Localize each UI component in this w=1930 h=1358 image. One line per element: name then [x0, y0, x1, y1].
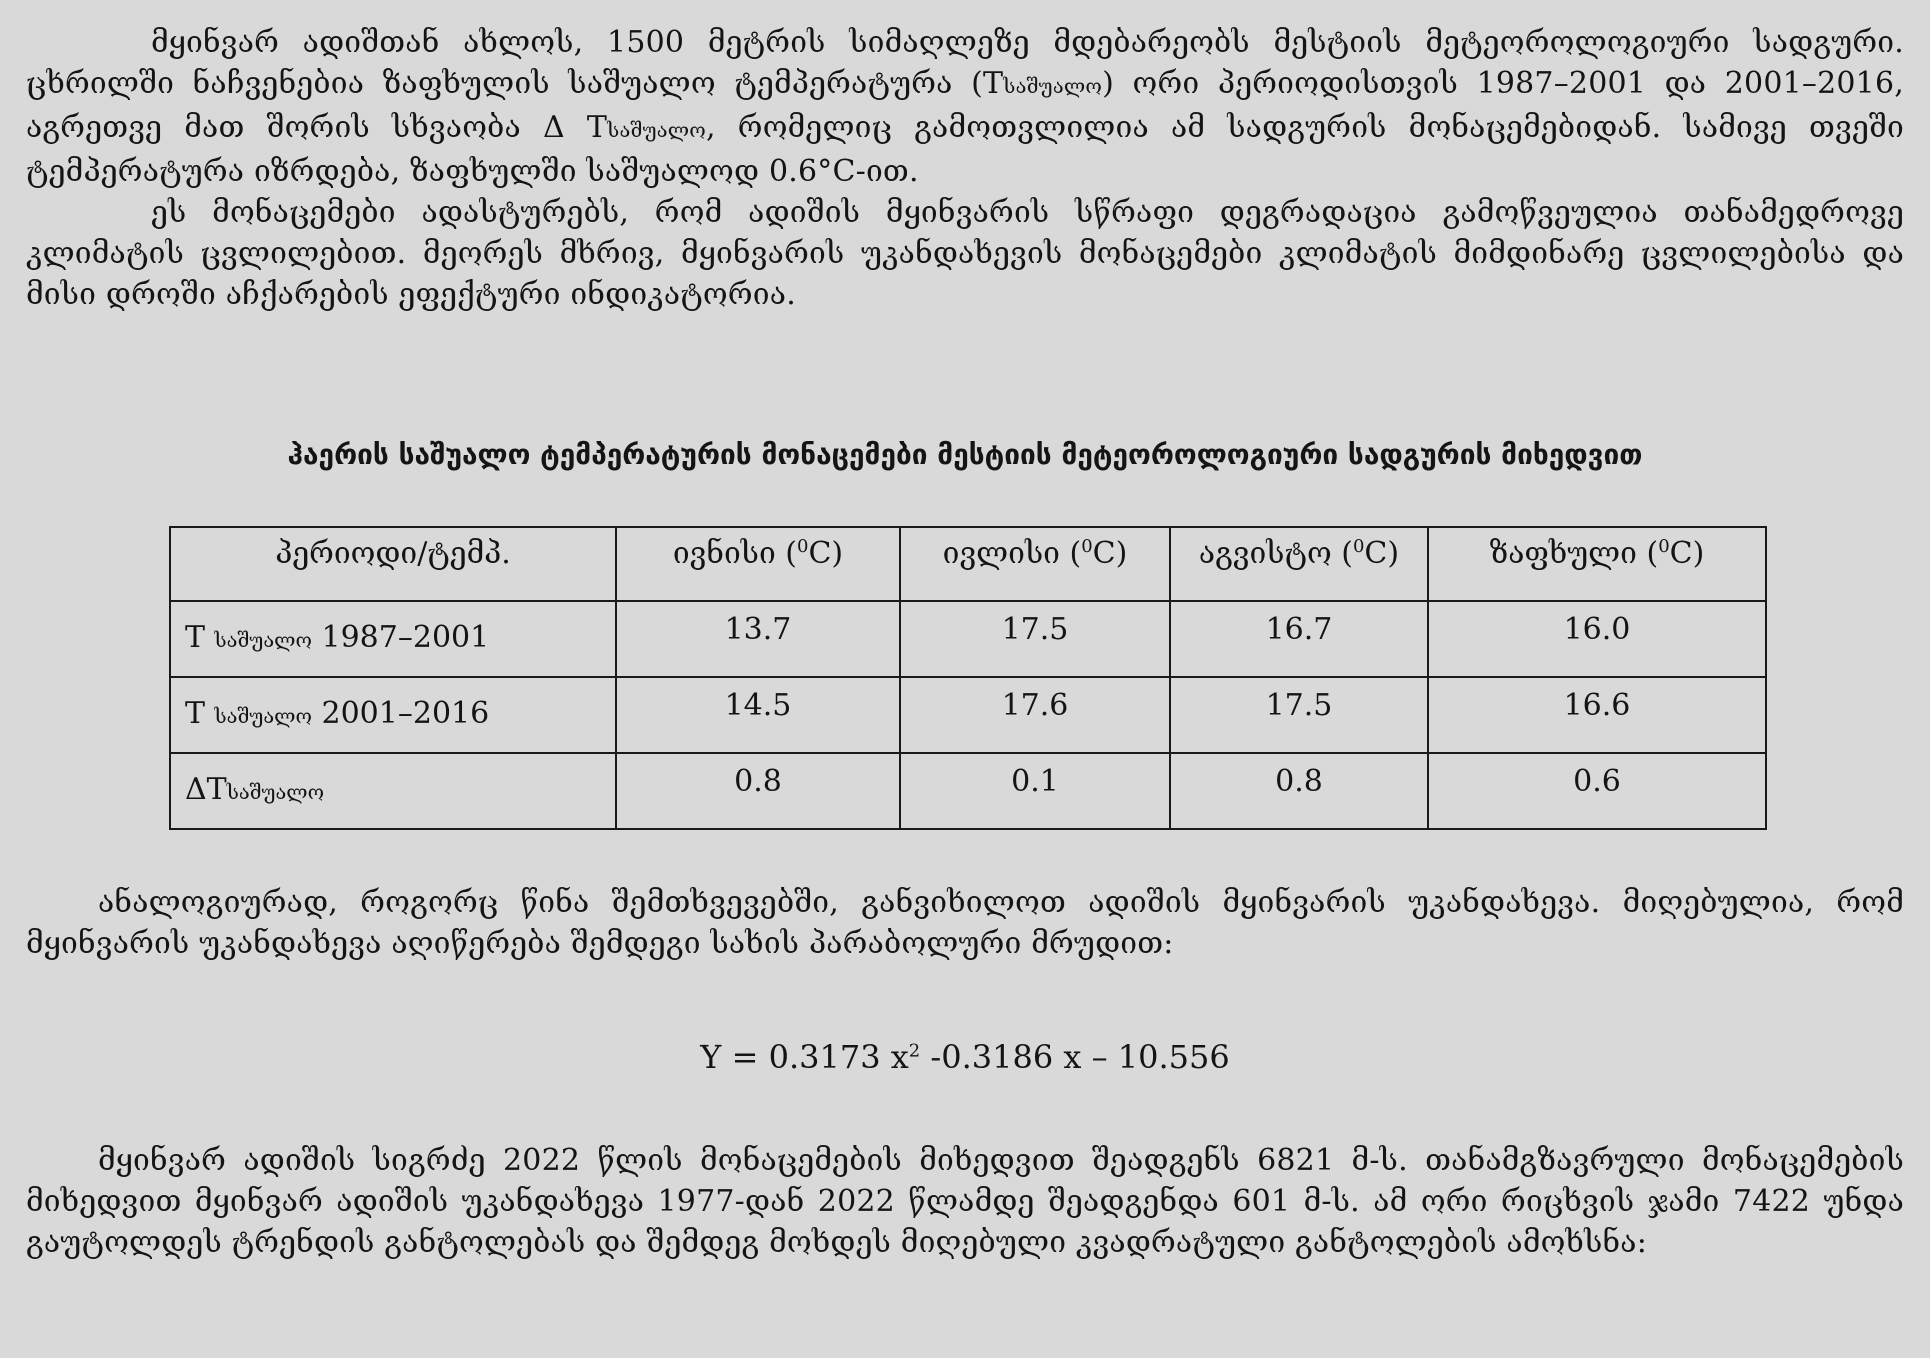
row-label-pre: T [185, 620, 215, 655]
intro-text-part-b: ) ორი პერიოდისთვის 1987–2001 და 2001–2016, აგრეთვე მათ შორის სხვაობა Δ T [26, 66, 1904, 145]
temperature-table [169, 526, 1767, 830]
degree-sup: 0 [1658, 536, 1670, 557]
table-row [170, 753, 1766, 829]
table-cell: 14.5 [616, 677, 900, 753]
table-cell: 17.5 [1170, 677, 1428, 753]
table-cell: 16.6 [1428, 677, 1766, 753]
subscript-average: საშუალო [214, 704, 312, 728]
table-row [170, 677, 1766, 753]
temperature-table-wrapper [169, 526, 1767, 830]
table-cell: 13.7 [616, 601, 900, 677]
header-period [170, 527, 616, 601]
trend-equation [0, 1038, 1930, 1076]
header-label: ზაფხული ( [1489, 536, 1659, 571]
header-label: აგვისტო ( [1198, 536, 1353, 571]
subscript-average: საშუალო [1003, 74, 1103, 98]
formula-part-a: Y = 0.3173 x [700, 1038, 909, 1076]
table-cell: 16.7 [1170, 601, 1428, 677]
unit-label: C) [1364, 536, 1400, 571]
table-header-row [170, 527, 1766, 601]
subscript-average: საშუალო [607, 118, 706, 142]
header-summer [1428, 527, 1766, 601]
subscript-average: საშუალო [214, 628, 312, 652]
unit-label: C) [1669, 536, 1705, 571]
header-label: ივლისი ( [942, 536, 1082, 571]
subscript-average: საშუალო [226, 780, 325, 804]
row-label-period: 1987–2001 [311, 620, 490, 655]
degree-sup: 0 [796, 536, 809, 557]
table-cell: 17.6 [900, 677, 1170, 753]
unit-label: C) [808, 536, 844, 571]
table-title: ჰაერის საშუალო ტემპერატურის მონაცემები მესტიის მეტეოროლოგიური სადგურის მიხედვით [287, 438, 1643, 471]
conclusion-paragraph: მყინვარ ადიშის სიგრძე 2022 წლის მონაცემების მიხედვით შეადგენს 6821 მ-ს. თანამგზავრული მონაცემების მიხედვით მყინვარ ადიშის უკანდახევა 1977-დან 2022 წლამდე შეადგენდა 601 მ-ს. ამ ორი რიცხვის ჯამი 7422 უნდა გაუტოლდეს ტრენდის განტოლებას და შემდეგ მოხდეს მიღებული კვადრატული განტოლების ამოხსნა: [26, 1143, 1904, 1260]
header-label: პერიოდი/ტემპ. [275, 536, 511, 571]
unit-label: C) [1092, 536, 1128, 571]
degree-sup: 0 [1081, 536, 1093, 557]
header-label: ივნისი ( [672, 536, 797, 571]
intro-text-part-a: მყინვარ ადიშთან ახლოს, 1500 მეტრის სიმაღლეზე მდებარეობს მესტიის მეტეოროლოგიური სადგური. ცხრილში ნაჩვენებია ზაფხულის საშუალო ტემპერატურა (T [26, 25, 1904, 101]
intro-paragraph-2: ეს მონაცემები ადასტურებს, რომ ადიშის მყინვარის სწრაფი დეგრადაცია გამოწვეულია თანამედროვე კლიმატის ცვლილებით. მეორეს მხრივ, მყინვარის უკანდახევის მონაცემები კლიმატის მიმდინარე ცვლილებისა და მისი დროში აჩქარების ეფექტური ინდიკატორია. [26, 195, 1904, 312]
row-label-pre: ΔT [185, 772, 227, 807]
intro-paragraph-1 [26, 22, 1904, 192]
row-label-period: 2001–2016 [311, 696, 490, 731]
intro-text-part-c: , რომელიც გამოთვლილია ამ სადგურის მონაცემებიდან. სამივე თვეში ტემპერატურა იზრდება, ზაფხულში საშუალოდ 0.6°C-ით. [26, 110, 1904, 189]
row-label [170, 753, 616, 829]
table-cell: 16.0 [1428, 601, 1766, 677]
formula-part-b: -0.3186 x – 10.556 [920, 1038, 1230, 1076]
row-label [170, 677, 616, 753]
table-cell: 0.8 [1170, 753, 1428, 829]
row-label-pre: T [185, 696, 215, 731]
header-july [900, 527, 1170, 601]
conclusion-block [26, 1140, 1904, 1263]
header-june [616, 527, 900, 601]
formula-exponent: 2 [908, 1040, 921, 1062]
table-cell: 0.8 [616, 753, 900, 829]
row-label [170, 601, 616, 677]
degree-sup: 0 [1352, 536, 1365, 557]
analysis-paragraph: ანალოგიურად, როგორც წინა შემთხვევებში, განვიხილოთ ადიშის მყინვარის უკანდახევა. მიღებულია, რომ მყინვარის უკანდახევა აღიწერება შემდეგი სახის პარაბოლური მრუდით: [26, 885, 1904, 961]
analysis-block [26, 882, 1904, 964]
table-cell: 17.5 [900, 601, 1170, 677]
header-august [1170, 527, 1428, 601]
table-row [170, 601, 1766, 677]
table-cell: 0.6 [1428, 753, 1766, 829]
table-cell: 0.1 [900, 753, 1170, 829]
